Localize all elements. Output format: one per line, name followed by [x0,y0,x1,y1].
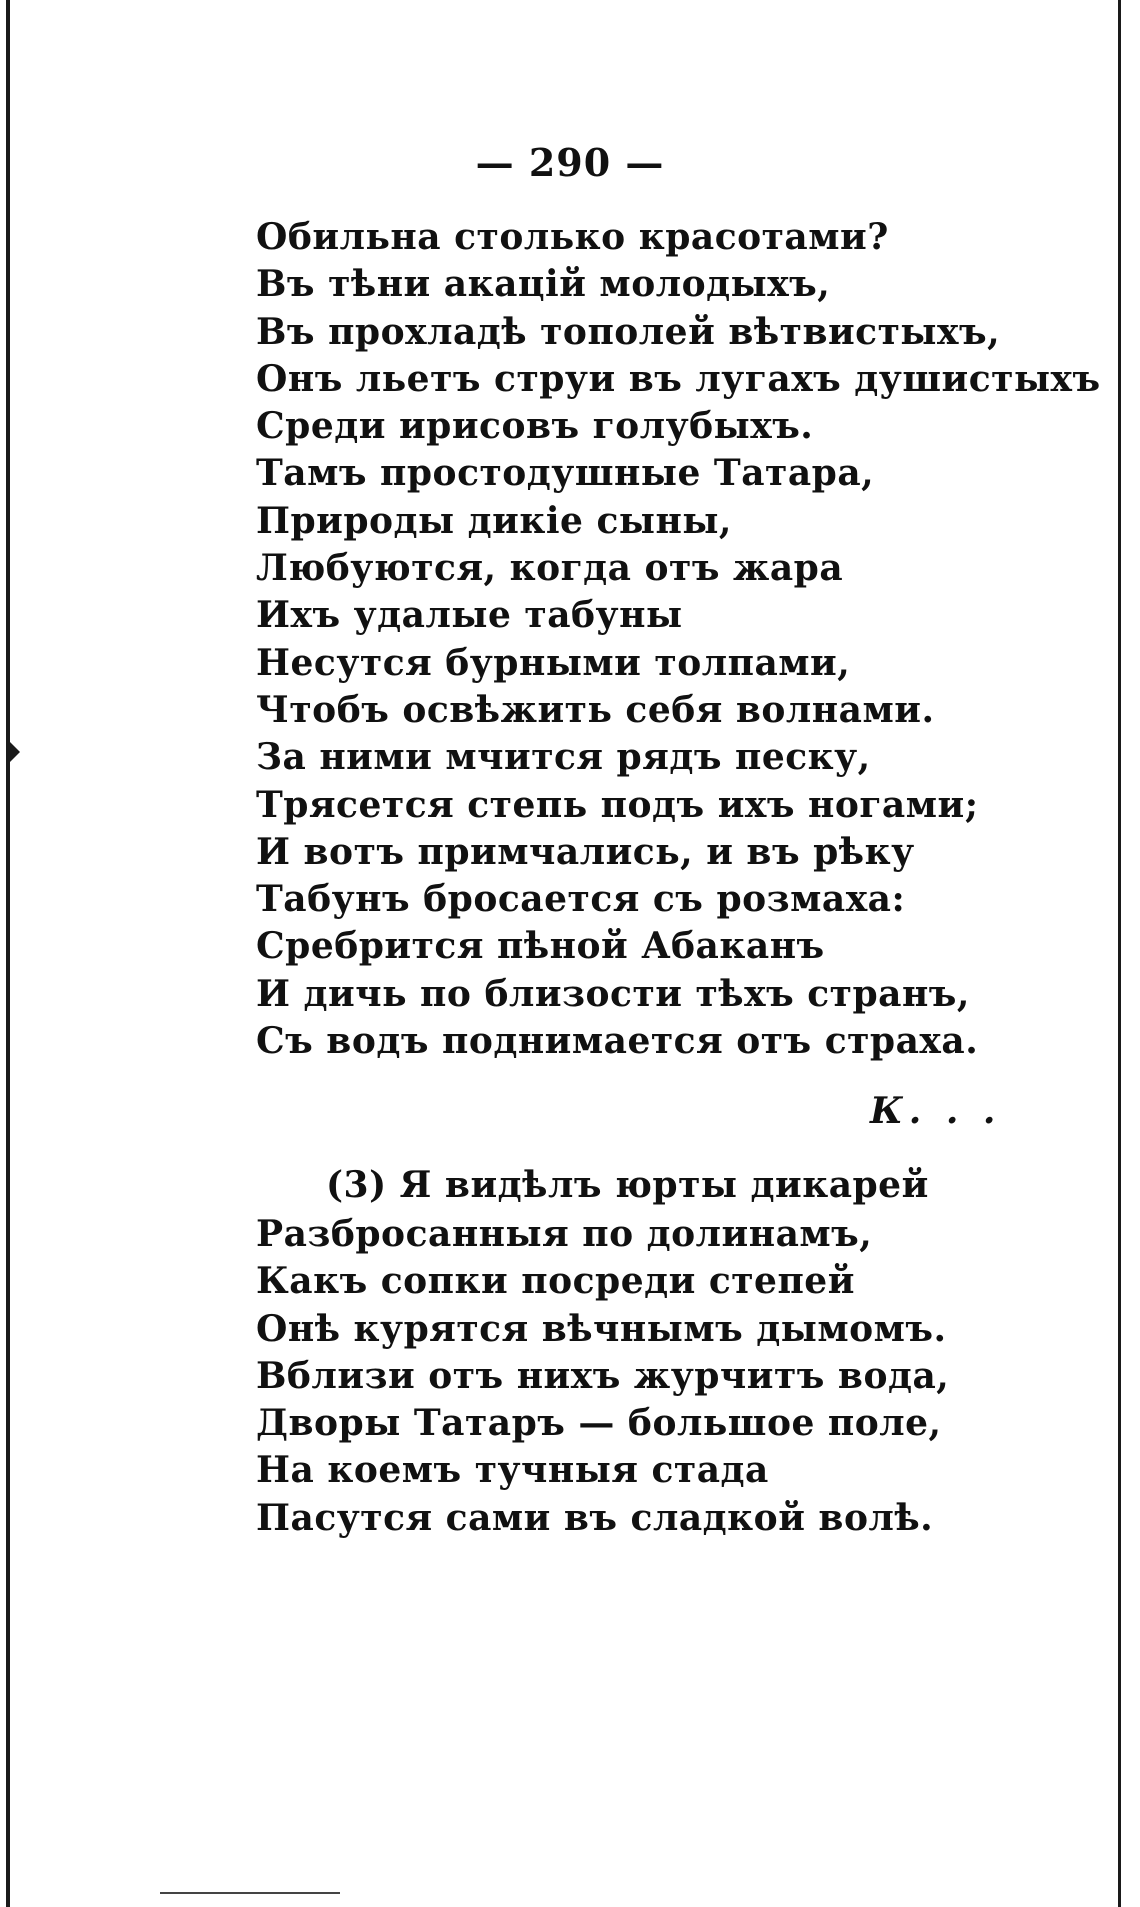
poem-line: Съ водъ поднимается отъ страха. [256,1020,979,1063]
note-line: Дворы Татаръ — большое поле, [256,1402,942,1445]
poem-line: Природы дикіе сыны, [256,499,732,542]
poem-line: Онъ льетъ струи въ лугахъ душистыхъ [256,357,1101,400]
poem-line: Въ тѣни акацій молодыхъ, [256,263,831,306]
note-first-line: (3) Я видѣлъ юрты дикарей [326,1164,929,1206]
note-line: Какъ сопки посреди степей [256,1260,855,1303]
note-line: Онѣ курятся вѣчнымъ дымомъ. [256,1307,947,1350]
poem-line: Ихъ удалые табуны [256,594,683,637]
poem-line: Въ прохладѣ тополей вѣтвистыхъ, [256,310,1001,353]
poem-line: Чтобъ освѣжить себя волнами. [256,688,935,731]
bottom-scratch [160,1892,340,1894]
poem-line: Несутся бурными толпами, [256,641,851,684]
poem-line: Обильна столько красотами? [256,216,889,258]
poem-line: Среди ирисовъ голубыхъ. [256,405,814,448]
margin-mark [10,742,20,762]
poem-line: Табунъ бросается съ розмаха: [256,878,906,921]
poem-line: И вотъ примчались, и въ рѣку [256,830,915,873]
poem-stanza [256,214,1101,1065]
poem-line: Трясется степь подъ ихъ ногами; [256,783,979,826]
note-stanza [256,1211,949,1542]
poem-line: Тамъ простодушные Татара, [256,452,875,495]
note-line: Разбросанныя по долинамъ, [256,1213,873,1255]
poem-line: Любуются, когда отъ жара [256,547,844,590]
note-line: На коемъ тучныя стада [256,1449,769,1492]
poem-line: За ними мчится рядъ песку, [256,736,871,779]
page-number: — 290 — [475,140,665,185]
author-signature: К. . . [870,1090,1002,1132]
left-page-edge [6,0,10,1907]
note-line: Вблизи отъ нихъ журчитъ вода, [256,1354,950,1397]
right-page-edge [1118,0,1121,1907]
poem-line: Сребрится пѣной Абаканъ [256,925,825,968]
poem-line: И дичь по близости тѣхъ странъ, [256,972,970,1015]
note-line: Пасутся сами въ сладкой волѣ. [256,1496,934,1539]
